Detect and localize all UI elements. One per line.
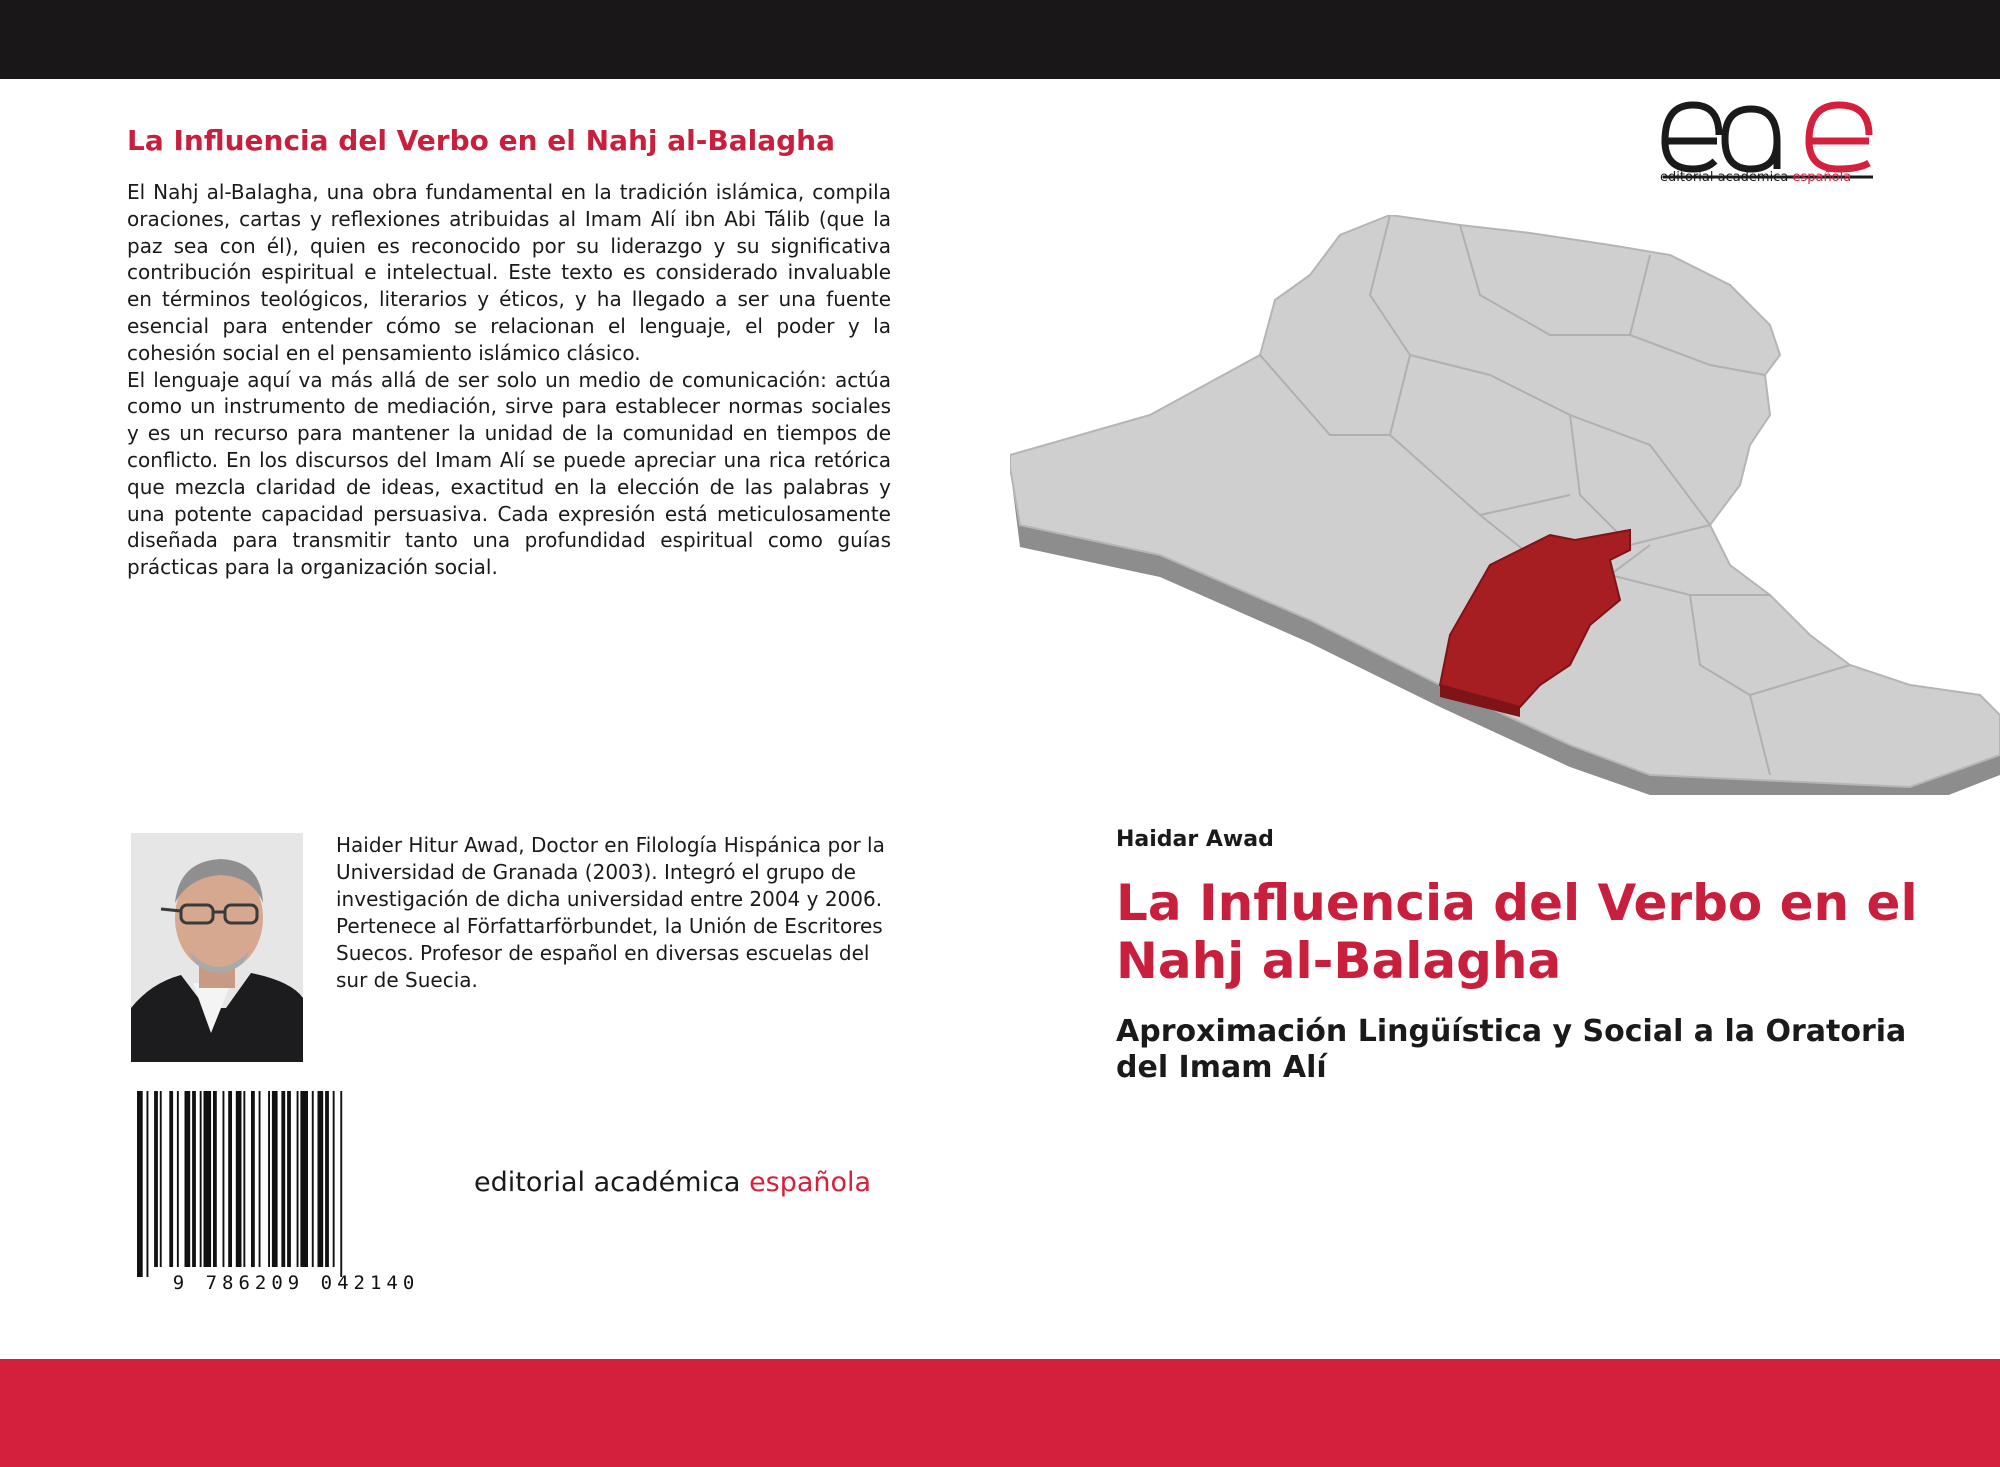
barcode-bar xyxy=(300,1091,308,1267)
publisher-name-main: editorial académica xyxy=(474,1167,741,1198)
barcode-bar xyxy=(169,1091,173,1267)
barcode-bar xyxy=(223,1091,225,1267)
barcode-bar xyxy=(213,1091,217,1267)
barcode-bar xyxy=(259,1091,261,1267)
front-cover-subtitle: Aproximación Lingüística y Social a la Oratoria del Imam Alí xyxy=(1116,1014,1907,1085)
barcode-bar xyxy=(325,1091,329,1267)
barcode-bar xyxy=(281,1091,285,1267)
barcode-bar xyxy=(177,1091,179,1267)
barcode-bar xyxy=(243,1091,245,1267)
publisher-name-accent: española xyxy=(749,1167,872,1198)
barcode-bar xyxy=(192,1091,196,1267)
author-portrait-illustration xyxy=(131,833,303,1062)
front-cover-author: Haidar Awad xyxy=(1116,827,1274,852)
back-publisher-name xyxy=(474,1167,871,1198)
barcode-bar xyxy=(236,1091,242,1267)
barcode-bar xyxy=(268,1091,270,1267)
barcode-bar xyxy=(137,1091,143,1277)
back-cover-blurb xyxy=(127,179,891,581)
logo-caption-accent: española xyxy=(1792,170,1852,185)
isbn-digits: 9 786209 042140 xyxy=(172,1272,420,1293)
barcode-bar xyxy=(318,1091,324,1267)
blurb-paragraph-1: El Nahj al-Balagha, una obra fundamental en la tradición islámica, compila oraciones, cartas y reflexiones atribuidas al Imam Alí ibn Abi Tálib (que la paz sea con él), quien es reconocido por su liderazgo y su significativa contribución espiritual e intelectual. Este texto es considerado invaluable en términos teológicos, literarios y éticos, y ha llegado a ser una fuente esencial para entender cómo se relacionan el lenguaje, el poder y la cohesión social en el pensamiento islámico clásico. xyxy=(127,180,891,365)
barcode-bar xyxy=(287,1091,291,1267)
barcode-bar xyxy=(160,1091,162,1267)
barcode-bar xyxy=(185,1091,191,1267)
barcode-bar xyxy=(200,1091,202,1267)
logo-caption-main: editorial académica xyxy=(1660,170,1789,185)
iraq-map-illustration xyxy=(1010,215,2000,795)
author-bio: Haider Hitur Awad, Doctor en Filología Hispánica por la Universidad de Granada (2003). Integró el grupo de investigación de dicha universidad entre 2004 y 2006. Pertenece al Författarförbundet, la Unión de Escritores Suecos. Profesor de español en diversas escuelas del sur de Suecia. xyxy=(336,833,885,992)
map-image xyxy=(1010,215,2000,795)
barcode-bars xyxy=(131,1091,461,1293)
back-cover-title: La Influencia del Verbo en el Nahj al-Balagha xyxy=(127,124,835,157)
top-band xyxy=(0,0,2000,79)
bottom-band xyxy=(0,1359,2000,1467)
barcode-bar xyxy=(147,1091,149,1277)
barcode-bar xyxy=(312,1091,314,1267)
author-photo xyxy=(131,833,303,1062)
isbn-barcode xyxy=(131,1091,461,1293)
barcode-bar xyxy=(297,1091,299,1267)
barcode-bar xyxy=(272,1091,278,1267)
barcode-bar xyxy=(251,1091,255,1267)
barcode-bar xyxy=(228,1091,232,1267)
barcode-bar xyxy=(154,1091,158,1267)
barcode-bar xyxy=(333,1091,335,1267)
logo-caption xyxy=(1660,170,1851,185)
barcode-bar xyxy=(204,1091,212,1267)
front-cover-title: La Influencia del Verbo en el Nahj al-Balagha xyxy=(1116,874,1918,990)
barcode-bar xyxy=(340,1091,342,1277)
blurb-paragraph-2: El lenguaje aquí va más allá de ser solo un medio de comunicación: actúa como un instrumento de mediación, sirve para establecer normas sociales y es un recurso para mantener la unidad de la comunidad en tiempos de conflicto. En los discursos del Imam Alí se puede apreciar una rica retórica que mezcla claridad de ideas, exactitud en la elección de las palabras y una potente capacidad persuasiva. Cada expresión está meticulosamente diseñada para transmitir tanto una profundidad espiritual como guías prácticas para la organización social. xyxy=(127,367,891,580)
